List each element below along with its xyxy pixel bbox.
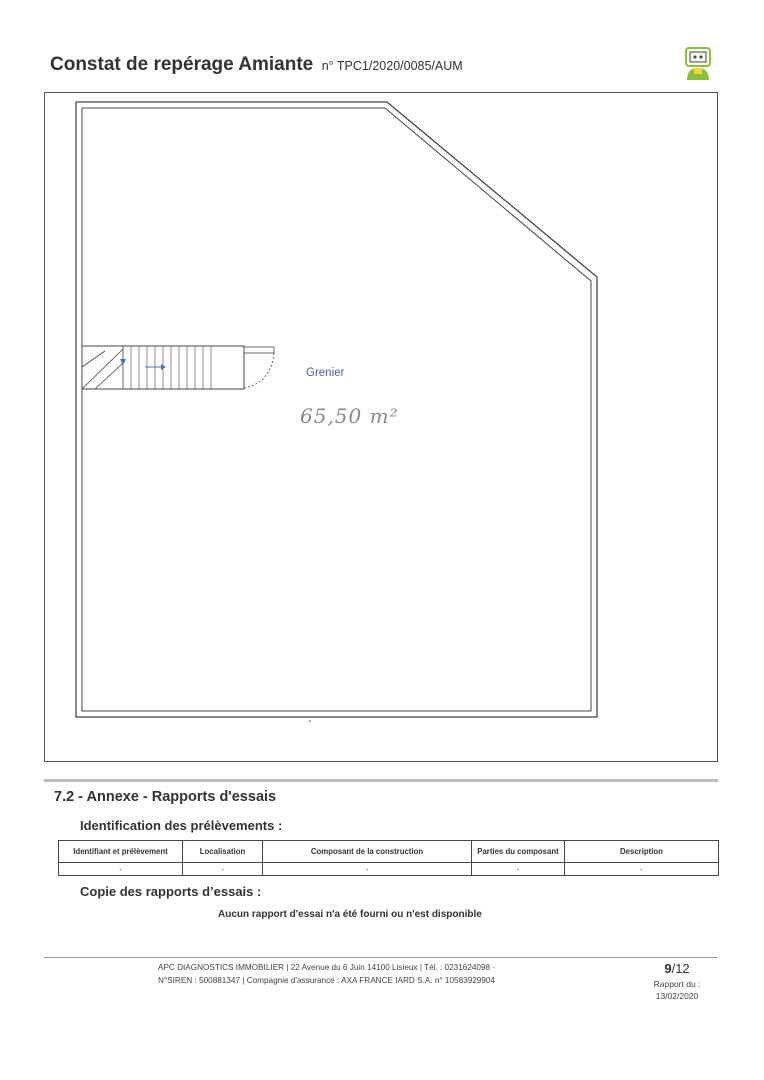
footer-company-line: APC DIAGNOSTICS IMMOBILIER | 22 Avenue du 6 Juin 14100 Lisieux | Tél. : 0231624098 - xyxy=(158,963,496,972)
table-header-cell: Parties du composant xyxy=(472,841,565,863)
staircase-symbol xyxy=(82,346,274,389)
table-header-cell: Composant de la construction xyxy=(263,841,472,863)
report-date-block xyxy=(640,978,714,1002)
no-report-message: Aucun rapport d'essai n'a été fourni ou n'est disponible xyxy=(218,909,482,920)
samples-table xyxy=(58,840,719,876)
footer-divider xyxy=(44,957,718,958)
page-number xyxy=(648,961,706,976)
page-current: 9 xyxy=(664,961,672,976)
table-cell: - xyxy=(59,863,183,876)
room-label-grenier: Grenier xyxy=(306,367,345,379)
table-cell: - xyxy=(263,863,472,876)
handwritten-area: 65,50 m² xyxy=(300,404,399,428)
page-total: 12 xyxy=(675,961,690,976)
subheading-identification: Identification des prélèvements : xyxy=(80,818,283,833)
report-date-label: Rapport du : xyxy=(653,979,701,989)
table-header-cell: Identifiant et prélèvement xyxy=(59,841,183,863)
table-header-row xyxy=(59,841,719,863)
table-header-cell: Description xyxy=(565,841,719,863)
footer-siren-line: N°SIREN : 500881347 | Compagnie d'assurance : AXA FRANCE IARD S.A. n° 10583929904 xyxy=(158,976,496,985)
document-title-line xyxy=(50,54,463,76)
table-cell: - xyxy=(183,863,263,876)
document-reference: n° TPC1/2020/0085/AUM xyxy=(321,59,463,73)
person-with-document-icon xyxy=(683,46,713,82)
table-header-cell: Localisation xyxy=(183,841,263,863)
section-heading: 7.2 - Annexe - Rapports d'essais xyxy=(54,789,277,805)
table-cell: - xyxy=(472,863,565,876)
subheading-copies: Copie des rapports d’essais : xyxy=(80,884,262,899)
table-cell: - xyxy=(565,863,719,876)
report-date-value: 13/02/2020 xyxy=(655,991,699,1001)
page-separator: / xyxy=(671,961,676,976)
document-title: Constat de repérage Amiante xyxy=(50,54,314,75)
section-divider xyxy=(44,779,718,782)
table-row xyxy=(59,863,719,876)
